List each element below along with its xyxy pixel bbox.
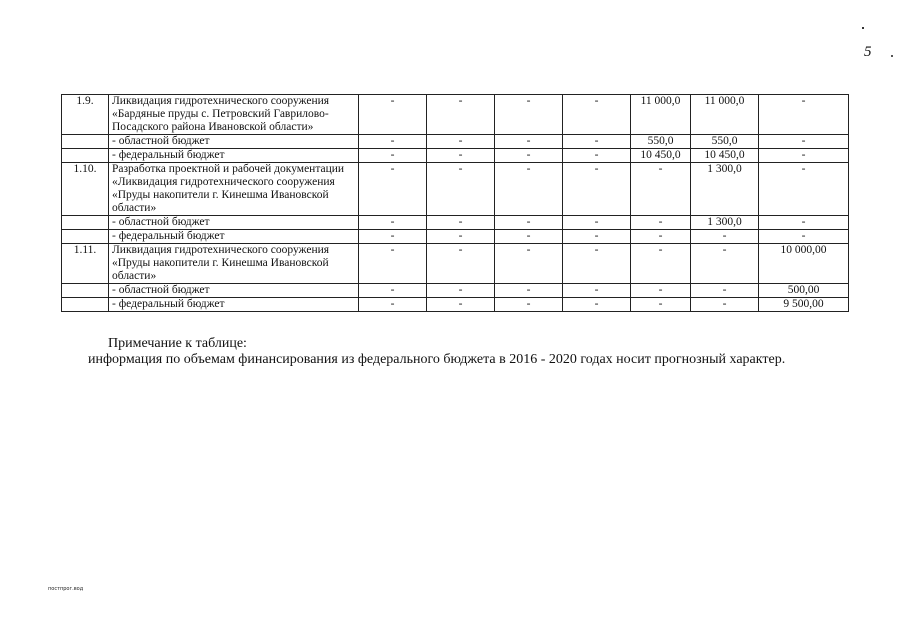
table-row (62, 298, 849, 312)
value-cell: - (427, 163, 495, 216)
value-cell: - (631, 216, 691, 230)
value-cell: - (495, 135, 563, 149)
table-body (62, 95, 849, 312)
value-cell: - (631, 230, 691, 244)
value-cell: - (691, 230, 759, 244)
value-cell: - (631, 298, 691, 312)
value-cell: - (563, 216, 631, 230)
value-cell: - (759, 95, 849, 135)
value-cell: - (359, 216, 427, 230)
row-number: 1.9. (62, 95, 109, 135)
value-cell: - (759, 216, 849, 230)
row-description: Разработка проектной и рабочей документации «Ликвидация гидротехнического сооружения «Пруды накопители г. Кинешма Ивановской области» (109, 163, 359, 216)
value-cell: - (359, 135, 427, 149)
page-number: 5 (864, 44, 872, 60)
value-cell: - (691, 244, 759, 284)
table-row (62, 135, 849, 149)
value-cell: - (631, 244, 691, 284)
row-number: 1.11. (62, 244, 109, 284)
row-description: - областной бюджет (109, 216, 359, 230)
row-number (62, 230, 109, 244)
value-cell: 500,00 (759, 284, 849, 298)
value-cell: 11 000,0 (631, 95, 691, 135)
value-cell: - (359, 230, 427, 244)
value-cell: - (359, 95, 427, 135)
value-cell: - (563, 244, 631, 284)
value-cell: 1 300,0 (691, 216, 759, 230)
value-cell: - (427, 244, 495, 284)
value-cell: 1 300,0 (691, 163, 759, 216)
value-cell: - (759, 230, 849, 244)
value-cell: - (495, 163, 563, 216)
value-cell: - (359, 284, 427, 298)
value-cell: - (427, 95, 495, 135)
row-number (62, 216, 109, 230)
value-cell: - (563, 163, 631, 216)
speck (862, 27, 864, 29)
value-cell: 11 000,0 (691, 95, 759, 135)
value-cell: 10 450,0 (691, 149, 759, 163)
value-cell: - (759, 149, 849, 163)
value-cell: - (359, 298, 427, 312)
value-cell: - (563, 298, 631, 312)
value-cell: - (495, 244, 563, 284)
table-row (62, 163, 849, 216)
note-text: информация по объемам финансирования из федерального бюджета в 2016 - 2020 годах носит прогнозный характер. (88, 352, 786, 367)
value-cell: - (427, 298, 495, 312)
row-description: - федеральный бюджет (109, 230, 359, 244)
row-number (62, 149, 109, 163)
value-cell: - (427, 216, 495, 230)
value-cell: - (427, 135, 495, 149)
value-cell: - (427, 230, 495, 244)
value-cell: - (495, 298, 563, 312)
value-cell: - (691, 284, 759, 298)
value-cell: 10 000,00 (759, 244, 849, 284)
footer-mark: постпрог.вод (48, 586, 84, 592)
value-cell: - (495, 149, 563, 163)
row-number (62, 284, 109, 298)
value-cell: - (495, 284, 563, 298)
value-cell: 9 500,00 (759, 298, 849, 312)
row-description: Ликвидация гидротехнического сооружения «Пруды накопители г. Кинешма Ивановской области» (109, 244, 359, 284)
row-number (62, 298, 109, 312)
row-description: - федеральный бюджет (109, 298, 359, 312)
value-cell: - (359, 163, 427, 216)
value-cell: - (495, 216, 563, 230)
value-cell: 550,0 (631, 135, 691, 149)
table-row (62, 284, 849, 298)
value-cell: - (359, 244, 427, 284)
table-row (62, 230, 849, 244)
value-cell: - (495, 230, 563, 244)
value-cell: - (759, 135, 849, 149)
value-cell: - (495, 95, 563, 135)
value-cell: - (631, 163, 691, 216)
value-cell: 550,0 (691, 135, 759, 149)
value-cell: - (427, 284, 495, 298)
row-description: - федеральный бюджет (109, 149, 359, 163)
table-row (62, 244, 849, 284)
value-cell: - (631, 284, 691, 298)
value-cell: - (563, 95, 631, 135)
value-cell: - (359, 149, 427, 163)
row-number (62, 135, 109, 149)
row-description: - областной бюджет (109, 284, 359, 298)
value-cell: - (563, 230, 631, 244)
row-description: - областной бюджет (109, 135, 359, 149)
row-description: Ликвидация гидротехнического сооружения «Бардяные пруды с. Петровский Гаврилово-Посадского района Ивановской области» (109, 95, 359, 135)
value-cell: - (563, 135, 631, 149)
table-row (62, 149, 849, 163)
value-cell: - (427, 149, 495, 163)
value-cell: - (691, 298, 759, 312)
financing-table (61, 94, 849, 312)
value-cell: - (563, 284, 631, 298)
table-row (62, 95, 849, 135)
value-cell: - (563, 149, 631, 163)
value-cell: 10 450,0 (631, 149, 691, 163)
row-number: 1.10. (62, 163, 109, 216)
table-row (62, 216, 849, 230)
note-title: Примечание к таблице: (108, 336, 247, 351)
value-cell: - (759, 163, 849, 216)
speck (891, 55, 893, 57)
